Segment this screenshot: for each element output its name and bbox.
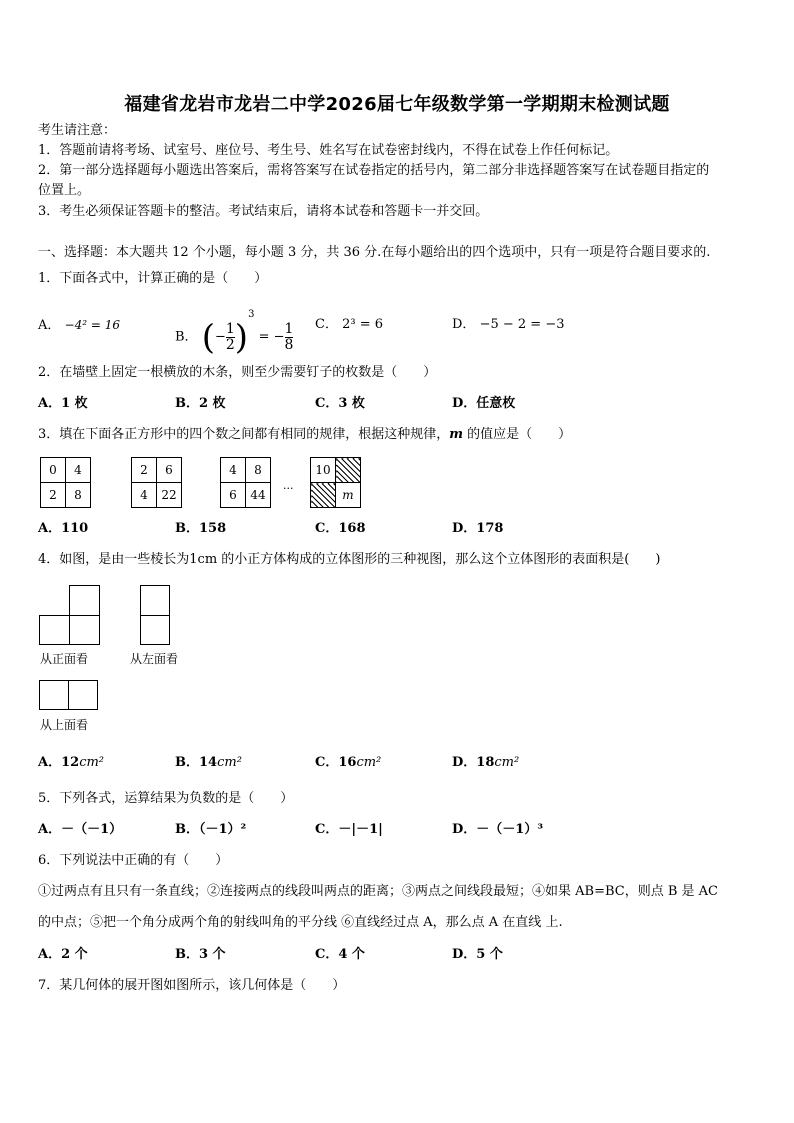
- view-square: [140, 585, 170, 616]
- q4-unit: cm²: [79, 755, 105, 770]
- q5-option-a[interactable]: A．－（－1）: [38, 822, 123, 837]
- q6-option-d[interactable]: D．5 个: [452, 947, 503, 962]
- q4-left-label: 从左面看: [130, 652, 179, 666]
- q6-option-c[interactable]: C．4 个: [315, 947, 365, 962]
- question-6-options: [38, 946, 758, 966]
- q1-b-rden: 8: [284, 337, 294, 353]
- q3-hatched-cell: [311, 483, 336, 508]
- q4-top-label: 从上面看: [40, 718, 89, 732]
- q2-option-b[interactable]: B．2 枚: [175, 396, 226, 411]
- q3-stem-post: 的值应是（ ）: [463, 427, 572, 442]
- question-7-stem: 7．某几何体的展开图如图所示，该几何体是（ ）: [38, 978, 346, 993]
- q3-option-d[interactable]: D．178: [452, 521, 504, 536]
- question-5-options: [38, 821, 758, 841]
- q3-square-3: [220, 457, 271, 508]
- q1-b-result: [285, 322, 294, 353]
- question-4-options: [38, 754, 758, 774]
- q3-cell: 8: [66, 483, 91, 508]
- q3-square-4: [310, 457, 361, 508]
- q4-c-value: C．16: [315, 755, 357, 770]
- question-1-options: [38, 306, 758, 358]
- q3-square-1: [40, 457, 91, 508]
- right-paren: ): [234, 317, 249, 358]
- question-2-options: [38, 395, 758, 415]
- q4-option-b[interactable]: [175, 754, 242, 772]
- q3-cell: 22: [157, 483, 182, 508]
- q3-cell-m: m: [336, 483, 361, 508]
- q1-a-label: A．: [38, 318, 61, 333]
- q4-unit: cm²: [356, 755, 382, 770]
- q1-option-a[interactable]: [38, 316, 120, 335]
- q4-d-value: D．18: [452, 755, 495, 770]
- q1-d-label: D．: [452, 317, 476, 332]
- q3-cell: 4: [66, 458, 91, 483]
- q3-cell: 8: [246, 458, 271, 483]
- q3-cell: 4: [221, 458, 246, 483]
- question-6-statements-1: ①过两点有且只有一条直线；②连接两点的线段叫两点的距离；③两点之间线段最短；④如果 AB=BC，则点 B 是 AC: [38, 884, 718, 899]
- q6-option-b[interactable]: B．3 个: [175, 947, 226, 962]
- q1-option-d[interactable]: [452, 316, 565, 334]
- q1-option-c[interactable]: [315, 316, 383, 334]
- notice-item-2-cont: 位置上。: [38, 183, 91, 198]
- q3-ellipsis: ···: [283, 482, 294, 495]
- q5-option-d[interactable]: D．－（－1）³: [452, 822, 544, 837]
- q3-cell: 6: [221, 483, 246, 508]
- q1-a-expr: −4² = 16: [64, 318, 120, 332]
- question-4-stem: 4．如图，是由一些棱长为1cm 的小正方体构成的立体图形的三种视图，那么这个立体图形的表面积是( ): [38, 552, 661, 567]
- q1-b-fraction: [226, 322, 235, 353]
- q3-cell: 6: [157, 458, 182, 483]
- q3-cell: 4: [132, 483, 157, 508]
- notice-item-3: 3．考生必须保证答题卡的整洁。考试结束后，请将本试卷和答题卡一并交回。: [38, 204, 489, 219]
- q3-cell: 2: [132, 458, 157, 483]
- q6-option-a[interactable]: A．2 个: [38, 947, 88, 962]
- notice-item-2: 2．第一部分选择题每小题选出答案后，需将答案写在试卷指定的括号内，第二部分非选择题答案写在试卷题目指定的: [38, 163, 710, 178]
- q1-d-expr: −5 − 2 = −3: [479, 317, 565, 332]
- q5-option-c[interactable]: C．－|－1|: [315, 822, 383, 837]
- view-square: [69, 585, 100, 616]
- q3-square-2: [131, 457, 182, 508]
- question-3-stem: [38, 426, 571, 444]
- q1-b-eq: = −: [258, 329, 285, 345]
- q3-option-b[interactable]: B．158: [175, 521, 227, 536]
- left-paren: (: [201, 317, 215, 358]
- view-square: [39, 680, 69, 710]
- notice-heading: 考生请注意：: [38, 123, 117, 138]
- q1-b-exp: 3: [248, 309, 255, 320]
- q1-option-b[interactable]: B． (− $\frac{1}{2}$ )$^3$ = − $\frac{1}{8}$: [175, 309, 294, 358]
- q2-option-d[interactable]: D．任意枚: [452, 396, 516, 411]
- q3-stem-pre: 3．填在下面各正方形中的四个数之间都有相同的规律，根据这种规律，: [38, 427, 450, 442]
- q5-option-b[interactable]: B．（－1）²: [175, 822, 247, 837]
- question-1-stem: 1．下面各式中，计算正确的是（ ）: [38, 271, 268, 286]
- q4-a-value: A．12: [38, 755, 80, 770]
- view-square: [140, 615, 170, 645]
- view-square: [69, 615, 100, 645]
- q3-cell: 10: [311, 458, 336, 483]
- q4-option-a[interactable]: [38, 754, 104, 772]
- q3-option-c[interactable]: C．168: [315, 521, 366, 536]
- q1-b-label: B．: [175, 329, 198, 345]
- q4-front-label: 从正面看: [40, 652, 89, 666]
- q3-hatched-cell: [336, 458, 361, 483]
- question-6-statements-2: 的中点；⑤把一个角分成两个角的射线叫角的平分线 ⑥直线经过点 A，那么点 A 在直线 上.: [38, 915, 563, 930]
- question-3-options: [38, 520, 758, 540]
- q1-b-rnum: 1: [284, 321, 294, 337]
- q2-option-a[interactable]: A．1 枚: [38, 396, 88, 411]
- q3-var: m: [449, 427, 464, 442]
- view-square: [68, 680, 98, 710]
- question-6-stem: 6．下列说法中正确的有（ ）: [38, 853, 229, 868]
- q1-b-num: 1: [225, 321, 235, 337]
- q4-b-value: B．14: [175, 755, 218, 770]
- q3-cell: 44: [246, 483, 271, 508]
- q4-unit: cm²: [217, 755, 242, 770]
- q1-c-label: C．: [315, 317, 338, 332]
- page-title: 福建省龙岩市龙岩二中学2026届七年级数学第一学期期末检测试题: [124, 94, 670, 115]
- q1-c-expr: 2³ = 6: [342, 317, 384, 332]
- question-5-stem: 5．下列各式，运算结果为负数的是（ ）: [38, 791, 294, 806]
- q4-option-d[interactable]: [452, 754, 519, 772]
- q4-unit: cm²: [494, 755, 520, 770]
- q3-option-a[interactable]: A．110: [38, 521, 89, 536]
- q4-option-c[interactable]: [315, 754, 381, 772]
- notice-item-1: 1．答题前请将考场、试室号、座位号、考生号、姓名写在试卷密封线内，不得在试卷上作任何标记。: [38, 143, 619, 158]
- question-2-stem: 2．在墙壁上固定一根横放的木条，则至少需要钉子的枚数是（ ）: [38, 365, 437, 380]
- q1-b-den: 2: [225, 337, 235, 353]
- q3-cell: 2: [41, 483, 66, 508]
- view-square: [39, 615, 70, 645]
- q2-option-c[interactable]: C．3 枚: [315, 396, 365, 411]
- q3-cell: 0: [41, 458, 66, 483]
- section-heading: 一、选择题：本大题共 12 个小题，每小题 3 分，共 36 分.在每小题给出的四个选项中，只有一项是符合题目要求的.: [38, 245, 711, 260]
